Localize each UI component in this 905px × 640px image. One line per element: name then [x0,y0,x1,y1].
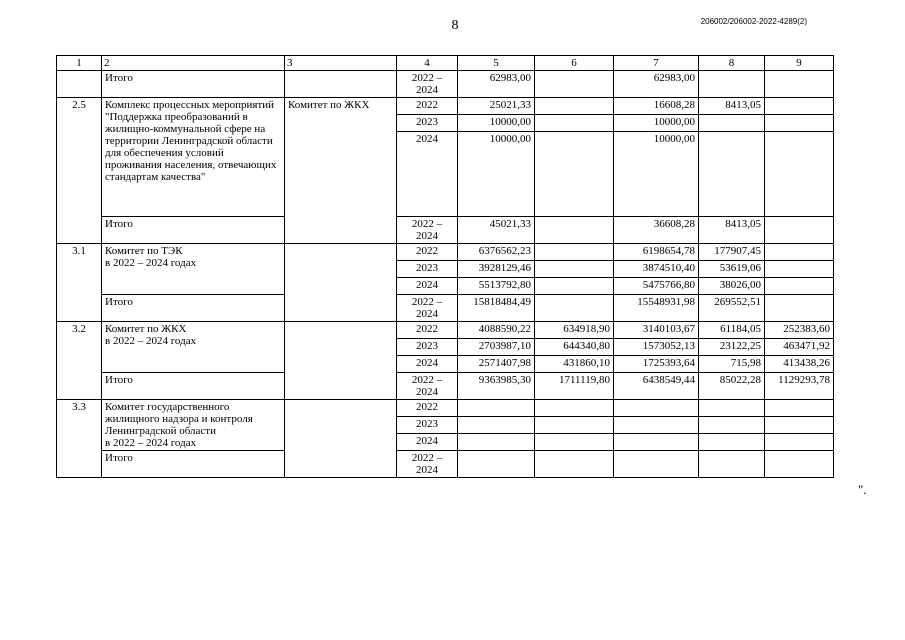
period-cell: 2022 – 2024 [397,217,458,244]
value-cell: 85022,28 [699,373,765,400]
value-cell [535,71,614,98]
period-cell: 2022 – 2024 [397,71,458,98]
period-cell: 2022 [397,98,458,115]
table-row [57,98,834,115]
column-header: 6 [535,56,614,71]
financing-table [56,55,834,478]
value-cell: 6438549,44 [614,373,699,400]
value-cell: 2703987,10 [458,339,535,356]
value-cell [765,295,834,322]
executor-cell: Комитет по ЖКХ [285,98,397,244]
value-cell [699,115,765,132]
row-label: Итого [102,295,285,322]
value-cell: 10000,00 [614,115,699,132]
value-cell: 23122,25 [699,339,765,356]
period-cell: 2024 [397,132,458,217]
value-cell [699,434,765,451]
column-header: 2 [102,56,285,71]
value-cell [699,417,765,434]
value-cell: 3928129,46 [458,261,535,278]
value-cell [535,261,614,278]
row-label: Комплекс процессных мероприятий "Поддержка преобразований в жилищно-коммунальной сфере на территории Ленинградской области для обеспечения условий проживания населения, отвечающих стандартам качества" [102,98,285,217]
value-cell [535,217,614,244]
value-cell: 3140103,67 [614,322,699,339]
value-cell: 5475766,80 [614,278,699,295]
value-cell: 62983,00 [614,71,699,98]
row-number-cell [57,71,102,98]
value-cell: 5513792,80 [458,278,535,295]
value-cell [614,434,699,451]
value-cell: 10000,00 [614,132,699,217]
value-cell: 9363985,30 [458,373,535,400]
value-cell [765,115,834,132]
value-cell: 1129293,78 [765,373,834,400]
table-row [57,217,834,244]
value-cell [765,400,834,417]
value-cell: 4088590,22 [458,322,535,339]
table-row [57,400,834,417]
value-cell: 16608,28 [614,98,699,115]
value-cell: 8413,05 [699,98,765,115]
value-cell [765,71,834,98]
value-cell: 61184,05 [699,322,765,339]
page-number: 8 [451,18,459,33]
value-cell: 45021,33 [458,217,535,244]
value-cell: 15818484,49 [458,295,535,322]
period-cell: 2023 [397,339,458,356]
period-cell: 2022 – 2024 [397,295,458,322]
value-cell [535,98,614,115]
value-cell [535,244,614,261]
row-label: Итого [102,217,285,244]
value-cell [765,244,834,261]
value-cell [765,98,834,115]
table-row [57,295,834,322]
row-label: Итого [102,71,285,98]
value-cell: 10000,00 [458,132,535,217]
value-cell: 431860,10 [535,356,614,373]
value-cell: 715,98 [699,356,765,373]
period-cell: 2023 [397,115,458,132]
row-label: Итого [102,373,285,400]
value-cell: 1711119,80 [535,373,614,400]
period-cell: 2022 [397,400,458,417]
value-cell [458,451,535,478]
value-cell [535,400,614,417]
period-cell: 2022 – 2024 [397,373,458,400]
value-cell [458,400,535,417]
value-cell [765,278,834,295]
value-cell [765,217,834,244]
column-header: 7 [614,56,699,71]
column-header: 1 [57,56,102,71]
value-cell: 8413,05 [699,217,765,244]
executor-cell [285,322,397,400]
column-number-row [57,56,834,71]
value-cell [535,451,614,478]
value-cell [535,417,614,434]
value-cell [699,132,765,217]
value-cell: 10000,00 [458,115,535,132]
period-cell: 2024 [397,434,458,451]
row-label: Комитет по ТЭК в 2022 – 2024 годах [102,244,285,295]
value-cell [765,417,834,434]
period-cell: 2022 – 2024 [397,451,458,478]
row-label: Итого [102,451,285,478]
column-header: 9 [765,56,834,71]
value-cell [614,400,699,417]
value-cell: 644340,80 [535,339,614,356]
period-cell: 2024 [397,278,458,295]
value-cell: 177907,45 [699,244,765,261]
value-cell: 6198654,78 [614,244,699,261]
value-cell: 25021,33 [458,98,535,115]
value-cell: 38026,00 [699,278,765,295]
value-cell [535,132,614,217]
column-header: 3 [285,56,397,71]
value-cell [535,115,614,132]
value-cell: 1573052,13 [614,339,699,356]
value-cell [458,434,535,451]
value-cell: 62983,00 [458,71,535,98]
row-number-cell: 3.3 [57,400,102,478]
closing-quote-mark: ". [858,482,867,497]
executor-cell [285,400,397,478]
value-cell: 6376562,23 [458,244,535,261]
value-cell: 53619,06 [699,261,765,278]
value-cell [535,278,614,295]
value-cell [765,451,834,478]
value-cell [535,295,614,322]
row-label: Комитет по ЖКХ в 2022 – 2024 годах [102,322,285,373]
value-cell [614,451,699,478]
document-id: 206002/206002-2022-4289(2) [700,17,807,26]
value-cell: 36608,28 [614,217,699,244]
value-cell: 634918,90 [535,322,614,339]
row-number-cell: 2.5 [57,98,102,244]
value-cell: 1725393,64 [614,356,699,373]
value-cell: 2571407,98 [458,356,535,373]
period-cell: 2023 [397,261,458,278]
value-cell [765,434,834,451]
period-cell: 2024 [397,356,458,373]
value-cell [699,451,765,478]
table-row [57,451,834,478]
period-cell: 2022 [397,244,458,261]
value-cell: 3874510,40 [614,261,699,278]
value-cell: 463471,92 [765,339,834,356]
value-cell [765,261,834,278]
table-row [57,322,834,339]
value-cell: 15548931,98 [614,295,699,322]
value-cell: 413438,26 [765,356,834,373]
table-row [57,71,834,98]
value-cell [699,400,765,417]
value-cell [458,417,535,434]
executor-cell [285,71,397,98]
table-row [57,244,834,261]
column-header: 4 [397,56,458,71]
column-header: 5 [458,56,535,71]
value-cell: 269552,51 [699,295,765,322]
value-cell [535,434,614,451]
period-cell: 2022 [397,322,458,339]
period-cell: 2023 [397,417,458,434]
value-cell [699,71,765,98]
column-header: 8 [699,56,765,71]
row-number-cell: 3.2 [57,322,102,400]
row-label: Комитет государственного жилищного надзора и контроля Ленинградской области в 2022 – 2024 годах [102,400,285,451]
row-number-cell: 3.1 [57,244,102,322]
executor-cell [285,244,397,322]
value-cell [765,132,834,217]
table-row [57,373,834,400]
value-cell: 252383,60 [765,322,834,339]
value-cell [614,417,699,434]
